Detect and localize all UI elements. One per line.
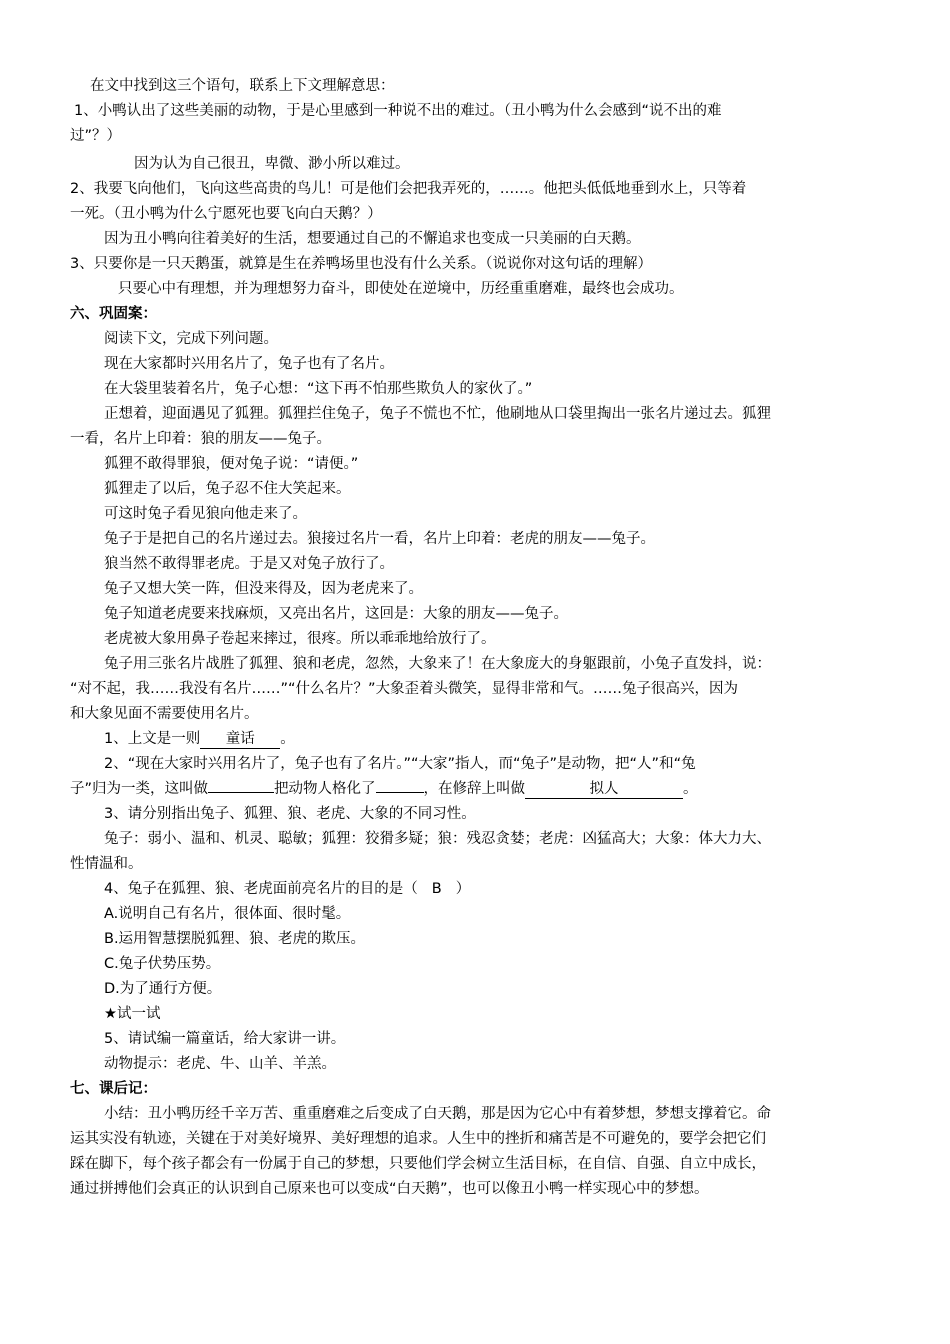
exercise-1 — [104, 729, 295, 749]
answer-1: 因为认为自己很丑，卑微、渺小所以难过。 — [134, 156, 410, 172]
exercise-2-answer: 拟人 — [525, 781, 683, 799]
answer-2: 因为丑小鸭向往着美好的生活，想要通过自己的不懈追求也变成一只美丽的白天鹅。 — [104, 231, 641, 247]
story-paragraph-2: 在大袋里装着名片，兔子心想：“这下再不怕那些欺负人的家伙了。” — [104, 381, 533, 397]
exercise-4-prompt: 4、兔子在狐狸、狼、老虎面前亮名片的目的是（ — [104, 881, 418, 897]
question-1-line1: 1、小鸭认出了这些美丽的动物，于是心里感到一种说不出的难过。（丑小鸭为什么会感到“说不出的难 — [74, 103, 722, 119]
exercise-1-answer: 童话 — [200, 731, 280, 749]
question-2-line1: 2、我要飞向他们，飞向这些高贵的鸟儿！可是他们会把我弄死的，……。他把头低低地垂到水上，只等着 — [70, 181, 747, 197]
story-paragraph-8: 狼当然不敢得罪老虎。于是又对兔子放行了。 — [104, 556, 394, 572]
story-paragraph-12-line1: 兔子用三张名片战胜了狐狸、狼和老虎，忽然，大象来了！在大象庞大的身躯跟前，小兔子直发抖，说： — [104, 656, 771, 672]
question-2-line2: 一死。（丑小鸭为什么宁愿死也要飞向白天鹅？） — [70, 206, 382, 222]
exercise-1-end: 。 — [280, 731, 295, 747]
summary-line4: 通过拼搏他们会真正的认识到自己原来也可以变成“白天鹅”，也可以像丑小鸭一样实现心中的梦想。 — [70, 1181, 709, 1197]
exercise-2-middle-2: ，在修辞上叫做 — [423, 781, 526, 797]
story-paragraph-1: 现在大家都时兴用名片了，兔子也有了名片。 — [104, 356, 394, 372]
option-c: C.兔子伏势压势。 — [104, 956, 221, 972]
summary-line1: 小结：丑小鸭历经千辛万苦、重重磨难之后变成了白天鹅，那是因为它心中有着梦想，梦想支撑着它。命 — [104, 1106, 771, 1122]
story-paragraph-7: 兔子于是把自己的名片递过去。狼接过名片一看，名片上印着：老虎的朋友——兔子。 — [104, 531, 655, 547]
story-paragraph-4: 狐狸不敢得罪狼，便对兔子说：“请便。” — [104, 456, 359, 472]
exercise-1-prompt: 1、上文是一则 — [104, 731, 201, 747]
option-d: D.为了通行方便。 — [104, 981, 222, 997]
exercise-4-answer: B — [431, 881, 442, 897]
exercise-3-answer-line1: 兔子：弱小、温和、机灵、聪敏；狐狸：狡猾多疑；狼：残忍贪婪；老虎：凶猛高大；大象：体大力大、 — [104, 831, 771, 847]
exercise-2-blank-2 — [376, 792, 424, 793]
exercise-3: 3、请分别指出兔子、狐狸、狼、老虎、大象的不同习性。 — [104, 806, 476, 822]
exercise-5: 5、请试编一篇童话，给大家讲一讲。 — [104, 1031, 346, 1047]
section7-heading: 七、课后记： — [70, 1081, 157, 1097]
option-a: A.说明自己有名片，很体面、很时髦。 — [104, 906, 351, 922]
story-paragraph-5: 狐狸走了以后，兔子忍不住大笑起来。 — [104, 481, 351, 497]
story-paragraph-10: 兔子知道老虎要来找麻烦，又亮出名片，这回是：大象的朋友——兔子。 — [104, 606, 568, 622]
summary-line3: 踩在脚下，每个孩子都会有一份属于自己的梦想，只要他们学会树立生活目标，在自信、自强、自立中成长， — [70, 1156, 766, 1172]
exercise-2-middle: 把动物人格化了 — [274, 781, 376, 797]
question-1-line2: 过”？） — [70, 128, 122, 144]
option-b: B.运用智慧摆脱狐狸、狼、老虎的欺压。 — [104, 931, 366, 947]
exercise-2-line2 — [70, 779, 698, 799]
exercise-4-end: ） — [455, 881, 471, 897]
question-3: 3、只要你是一只天鹅蛋，就算是生在养鸭场里也没有什么关系。（说说你对这句话的理解） — [70, 256, 652, 272]
story-paragraph-12-line2: “对不起，我……我没有名片……”“什么名片？”大象歪着头微笑，显得非常和气。……兔子很高兴，因为 — [70, 681, 739, 697]
story-paragraph-9: 兔子又想大笑一阵，但没来得及，因为老虎来了。 — [104, 581, 423, 597]
summary-line2: 运其实没有轨迹，关键在于对美好境界、美好理想的追求。人生中的挫折和痛苦是不可避免的，要学会把它们 — [70, 1131, 766, 1147]
exercise-2-prompt: 子”归为一类，这叫做 — [70, 781, 209, 797]
animal-hint: 动物提示：老虎、牛、山羊、羊羔。 — [104, 1056, 336, 1072]
reading-instruction: 阅读下文，完成下列问题。 — [104, 331, 278, 347]
story-paragraph-11: 老虎被大象用鼻子卷起来摔过，很疼。所以乖乖地给放行了。 — [104, 631, 496, 647]
section6-heading: 六、巩固案： — [70, 306, 157, 322]
story-paragraph-3-line2: 一看，名片上印着：狼的朋友——兔子。 — [70, 431, 331, 447]
story-paragraph-3-line1: 正想着，迎面遇见了狐狸。狐狸拦住兔子，兔子不慌也不忙，他刷地从口袋里掏出一张名片递过去。狐狸 — [104, 406, 771, 422]
exercise-2-line1: 2、“现在大家时兴用名片了，兔子也有了名片。”“大家”指人，而“兔子”是动物，把“人”和“兔 — [104, 756, 696, 772]
try-it-label: ★试一试 — [104, 1006, 161, 1022]
exercise-2-blank-1 — [208, 792, 274, 793]
story-paragraph-6: 可这时兔子看见狼向他走来了。 — [104, 506, 307, 522]
story-paragraph-12-line3: 和大象见面不需要使用名片。 — [70, 706, 259, 722]
section5-intro: 在文中找到这三个语句，联系上下文理解意思： — [90, 78, 395, 94]
exercise-4 — [104, 879, 470, 899]
answer-3: 只要心中有理想，并为理想努力奋斗，即使处在逆境中，历经重重磨难，最终也会成功。 — [118, 281, 684, 297]
exercise-2-end: 。 — [683, 781, 698, 797]
exercise-3-answer-line2: 性情温和。 — [70, 856, 143, 872]
